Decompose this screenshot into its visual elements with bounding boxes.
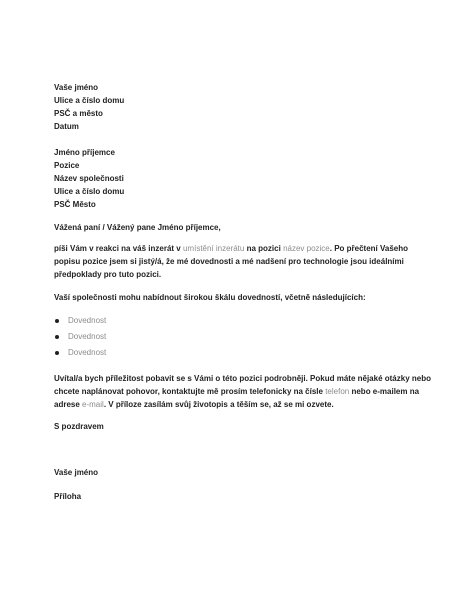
sender-name: Vaše jméno: [54, 83, 99, 92]
paragraph1-line3: předpoklady pro tuto pozici.: [54, 270, 162, 279]
sender-street: Ulice a číslo domu: [54, 96, 125, 105]
bullet-icon: [55, 351, 59, 355]
paragraph3-line3: [54, 398, 334, 412]
placeholder-email: e-mail: [82, 400, 104, 409]
paragraph1-text-b: na pozici: [246, 244, 281, 253]
recipient-company: Název společnosti: [54, 174, 124, 183]
closing: S pozdravem: [54, 422, 104, 431]
paragraph1-line1: [54, 242, 408, 256]
placeholder-position-name: název pozice: [283, 244, 330, 253]
paragraph1-text-a: píši Vám v reakci na váš inzerát v: [54, 244, 181, 253]
paragraph3-text-b: nebo e-mailem na: [351, 387, 420, 396]
recipient-position: Pozice: [54, 161, 80, 170]
bullet-icon: [55, 335, 59, 339]
paragraph3-text-c: adrese: [54, 400, 80, 409]
skill-item: Dovednost: [68, 332, 107, 341]
paragraph3-line2: [54, 385, 419, 399]
recipient-street: Ulice a číslo domu: [54, 187, 125, 196]
recipient-name: Jméno příjemce: [54, 148, 115, 157]
paragraph3-text-d: . V příloze zasílám svůj životopis a těším se, až se mi ozvete.: [103, 400, 334, 409]
letter-date: Datum: [54, 122, 79, 131]
paragraph1-line2: popisu pozice jsem si jistý/á, že mé dovednosti a mé nadšení pro technologie jsou ideálními: [54, 257, 404, 266]
salutation: Vážená paní / Vážený pane Jméno příjemce,: [54, 223, 221, 232]
paragraph2: Vaší společnosti mohu nabídnout širokou škálu dovedností, včetně následujících:: [54, 293, 366, 302]
placeholder-ad-location: umístění inzerátu: [182, 244, 245, 253]
attachment-label: Příloha: [54, 492, 82, 501]
sender-zip-city: PSČ a město: [54, 109, 103, 118]
skill-item: Dovednost: [68, 316, 107, 325]
bullet-icon: [55, 319, 59, 323]
paragraph3-text-a: chcete naplánovat pohovor, kontaktujte mě prosím telefonicky na čísle: [54, 387, 323, 396]
paragraph3-line1: Uvítal/a bych příležitost pobavit se s Vámi o této pozici podrobněji. Pokud máte nějaké otázky nebo: [54, 374, 431, 383]
placeholder-phone: telefon: [325, 387, 350, 396]
signature-name: Vaše jméno: [54, 468, 99, 477]
skill-item: Dovednost: [68, 348, 107, 357]
paragraph1-text-c: . Po přečtení Vašeho: [329, 244, 409, 253]
recipient-zip-city: PSČ Město: [54, 200, 96, 209]
